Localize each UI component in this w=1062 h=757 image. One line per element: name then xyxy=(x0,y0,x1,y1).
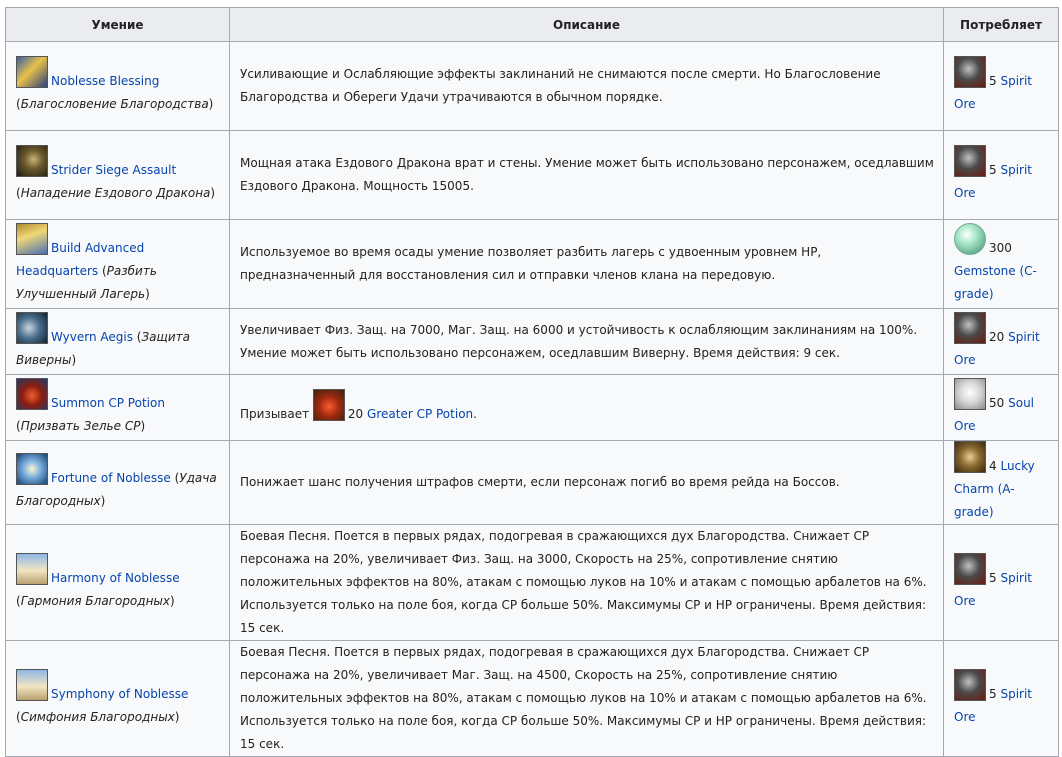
table-row xyxy=(6,220,1059,309)
potion-link[interactable]: Greater CP Potion xyxy=(367,407,474,421)
description-cell: Мощная атака Ездового Дракона врат и стены. Умение может быть использовано персонажем, оседлавшим Ездового Дракона. Мощность 15005. xyxy=(230,131,944,220)
fortune-of-noblesse-icon[interactable] xyxy=(16,453,48,485)
greater-cp-potion-icon[interactable] xyxy=(313,389,345,421)
description-cell: Боевая Песня. Поется в первых рядах, подогревая в сражающихся дух Благородства. Снижает CP персонажа на 20%, увеличивает Физ. Защ. на 3000, Скорость на 25%, сопротивление снятию положительных эффектов на 80%, атакам с помощью луков на 10% и атакам с помощью арбалетов на 6%. Используется только на поле боя, когда CP больше 50%. Максимумы CP и HP ограничены. Время действия: 15 сек. xyxy=(230,525,944,641)
cost-quantity: 4 xyxy=(989,459,997,473)
table-row xyxy=(6,375,1059,441)
spirit-ore-icon[interactable] xyxy=(954,669,986,701)
table-row xyxy=(6,441,1059,525)
strider-siege-assault-icon[interactable] xyxy=(16,145,48,177)
skill-russian-name: Разбить Улучшенный Лагерь xyxy=(16,263,157,301)
spirit-ore-icon[interactable] xyxy=(954,312,986,344)
noblesse-blessing-icon[interactable] xyxy=(16,56,48,88)
skill-russian-name: Нападение Ездового Дракона xyxy=(20,186,211,200)
cost-cell xyxy=(944,131,1059,220)
cost-quantity: 5 xyxy=(989,570,997,585)
description-cell: Боевая Песня. Поется в первых рядах, подогревая в сражающихся дух Благородства. Снижает CP персонажа на 20%, увеличивает Маг. Защ. на 4500, Скорость на 25%, сопротивление снятию положительных эффектов на 80%, атакам с помощью луков на 10% и атакам с помощью арбалетов на 6%. Используется только на поле боя, когда CP больше 50%. Максимумы CP и HP ограничены. Время действия: 15 сек. xyxy=(230,641,944,757)
skill-russian-name: Защита Виверны xyxy=(16,329,190,367)
skill-link[interactable]: Symphony of Noblesse xyxy=(51,686,189,701)
cost-quantity: 50 xyxy=(989,395,1005,410)
skill-link[interactable]: Summon CP Potion xyxy=(51,395,165,410)
cost-item-link[interactable]: Spirit Ore xyxy=(954,163,1033,200)
gemstone-icon[interactable] xyxy=(954,223,986,255)
cost-item-link[interactable]: Lucky Charm (A-grade) xyxy=(954,459,1035,519)
skill-link[interactable]: Wyvern Aegis xyxy=(51,329,133,344)
skill-cell: Strider Siege Assault (Нападение Ездового Дракона) xyxy=(6,131,230,220)
cost-quantity: 20 xyxy=(989,329,1005,344)
lucky-charm-icon[interactable] xyxy=(954,441,986,473)
cost-cell xyxy=(944,42,1059,131)
header-row xyxy=(6,8,1059,42)
skill-cell: Summon CP Potion (Призвать Зелье CP) xyxy=(6,375,230,441)
description-cell: Усиливающие и Ослабляющие эффекты заклинаний не снимаются после смерти. Но Благословение Благородства и Обереги Удачи утрачиваются в обычном порядке. xyxy=(230,42,944,131)
table-row xyxy=(6,641,1059,757)
symphony-of-noblesse-icon[interactable] xyxy=(16,669,48,701)
skill-russian-name: Симфония Благородных xyxy=(20,709,175,724)
spirit-ore-icon[interactable] xyxy=(954,56,986,88)
cost-cell xyxy=(944,375,1059,441)
cost-cell xyxy=(944,641,1059,757)
skills-table xyxy=(5,7,1059,757)
skill-cell: Build Advanced Headquarters (Разбить Улучшенный Лагерь) xyxy=(6,220,230,309)
cost-cell xyxy=(944,441,1059,525)
wyvern-aegis-icon[interactable] xyxy=(16,312,48,344)
cost-quantity: 300 xyxy=(989,240,1012,255)
cost-item-link[interactable]: Spirit Ore xyxy=(954,329,1040,367)
cost-item-link[interactable]: Soul Ore xyxy=(954,395,1035,433)
skill-russian-name: Благословение Благородства xyxy=(20,97,209,111)
cost-item-link[interactable]: Spirit Ore xyxy=(954,74,1033,111)
skill-cell: Fortune of Noblesse (Удача Благородных) xyxy=(6,441,230,525)
cost-quantity: 5 xyxy=(989,74,997,88)
skill-link[interactable]: Build Advanced Headquarters xyxy=(16,240,145,278)
summon-cp-potion-icon[interactable] xyxy=(16,378,48,410)
skill-link[interactable]: Noblesse Blessing xyxy=(51,74,160,88)
skill-russian-name: Удача Благородных xyxy=(16,470,217,508)
soul-ore-icon[interactable] xyxy=(954,378,986,410)
skill-cell: Harmony of Noblesse (Гармония Благородных) xyxy=(6,525,230,641)
description-prefix: Призывает xyxy=(240,407,310,421)
skill-russian-name: Призвать Зелье CP xyxy=(20,418,141,433)
harmony-of-noblesse-icon[interactable] xyxy=(16,553,48,585)
skill-link[interactable]: Harmony of Noblesse xyxy=(51,570,180,585)
skill-cell: Noblesse Blessing (Благословение Благородства) xyxy=(6,42,230,131)
cost-cell xyxy=(944,220,1059,309)
cost-cell xyxy=(944,309,1059,375)
header-cost: Потребляет xyxy=(944,8,1059,42)
skill-link[interactable]: Fortune of Noblesse xyxy=(51,470,171,485)
cost-quantity: 5 xyxy=(989,163,997,177)
description-cell: Понижает шанс получения штрафов смерти, если персонаж погиб во время рейда на Боссов. xyxy=(230,441,944,525)
cost-cell xyxy=(944,525,1059,641)
table-row xyxy=(6,525,1059,641)
skill-link[interactable]: Strider Siege Assault xyxy=(51,163,177,177)
skill-russian-name: Гармония Благородных xyxy=(20,593,170,608)
description-cell: Увеличивает Физ. Защ. на 7000, Маг. Защ. на 6000 и устойчивость к ослабляющим заклинаниям на 100%. Умение может быть использовано персонажем, оседлавшим Виверну. Время действия: 9 сек. xyxy=(230,309,944,375)
table-row xyxy=(6,131,1059,220)
cost-item-link[interactable]: Spirit Ore xyxy=(954,686,1033,724)
header-skill: Умение xyxy=(6,8,230,42)
spirit-ore-icon[interactable] xyxy=(954,145,986,177)
description-suffix: . xyxy=(473,407,477,421)
cost-item-link[interactable]: Gemstone (C-grade) xyxy=(954,263,1037,301)
potion-quantity: 20 xyxy=(347,407,364,421)
header-description: Описание xyxy=(230,8,944,42)
table-row xyxy=(6,42,1059,131)
cost-item-link[interactable]: Spirit Ore xyxy=(954,570,1033,608)
cost-quantity: 5 xyxy=(989,686,997,701)
build-headquarters-icon[interactable] xyxy=(16,223,48,255)
skill-cell: Wyvern Aegis (Защита Виверны) xyxy=(6,309,230,375)
skill-cell: Symphony of Noblesse (Симфония Благородных) xyxy=(6,641,230,757)
table-row xyxy=(6,309,1059,375)
description-cell xyxy=(230,375,944,441)
spirit-ore-icon[interactable] xyxy=(954,553,986,585)
description-cell: Используемое во время осады умение позволяет разбить лагерь с удвоенным уровнем HP, предназначенный для восстановления сил и отправки членов клана на передовую. xyxy=(230,220,944,309)
